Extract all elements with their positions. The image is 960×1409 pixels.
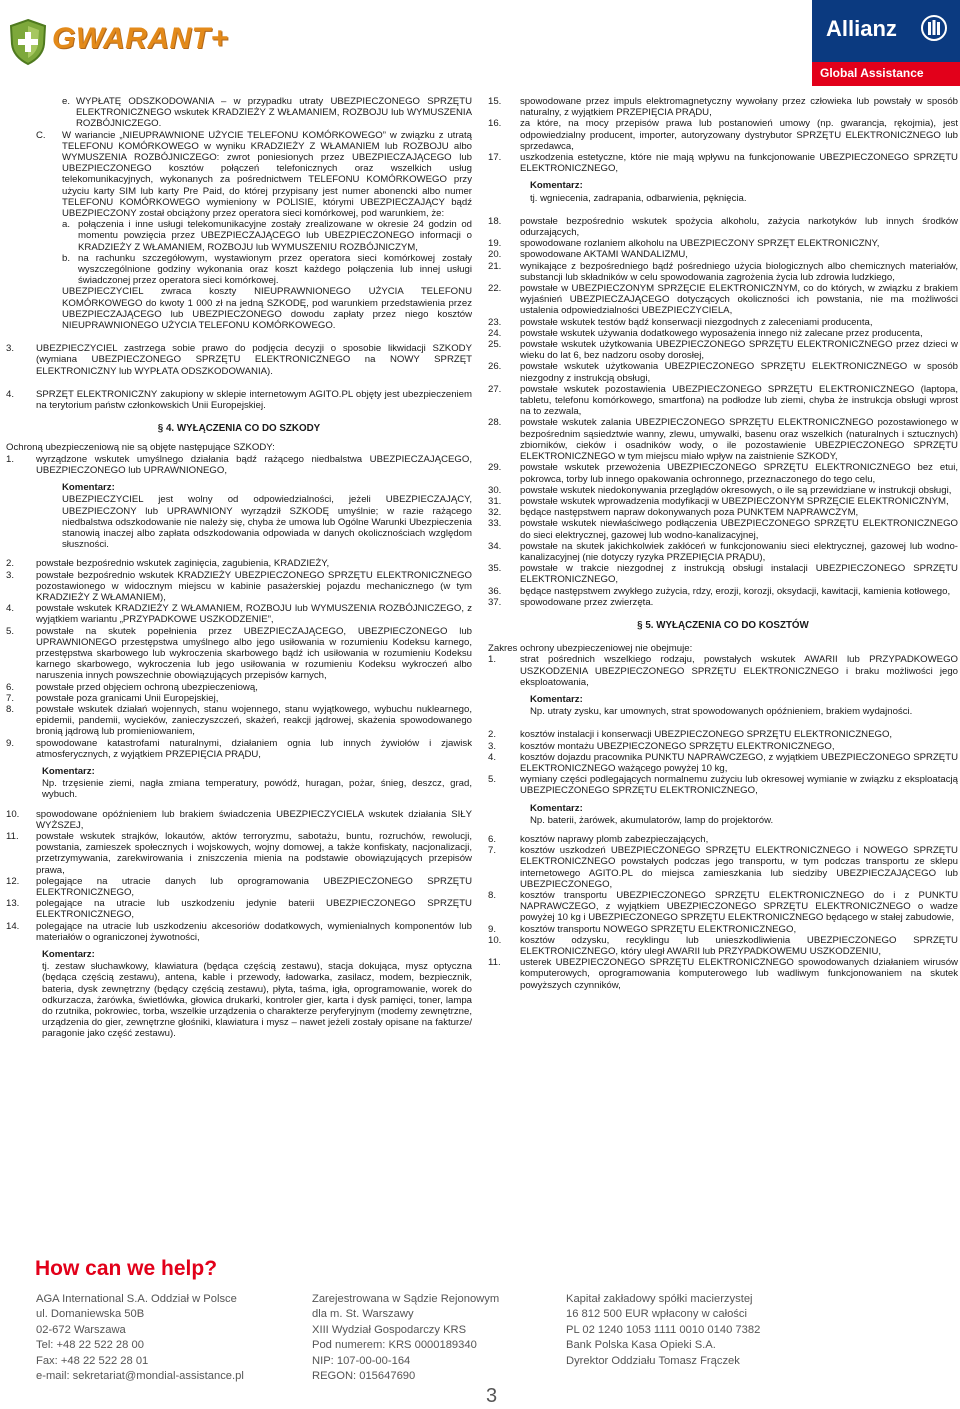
footer-line: NIP: 107-00-00-164 [312,1354,411,1367]
list-item-text: będące następstwem zwykłego zużycia, rdzy, erozji, korozji, oksydacji, kawitacji, kamienia kotłowego, [520,585,951,597]
list-item-number: 10. [488,934,502,946]
list-item-text: polegające na utracie danych lub oprogramowania UBEZPIECZONEGO SPRZĘTU ELEKTRONICZNEGO, [36,875,472,898]
list-item-text: kosztów instalacji i konserwacji UBEZPIECZONEGO SPRZĘTU ELEKTRONICZNEGO, [520,729,893,741]
list-item-number: 7. [488,845,497,857]
list-item-text: spowodowane AKTAMI WANDALIZMU, [520,249,688,261]
list-item-text: kosztów transportu NOWEGO SPRZĘTU ELEKTRONICZNEGO, [520,923,797,935]
list-item [6,389,472,411]
list-item-text: kosztów naprawy plomb zabezpieczających, [520,833,709,845]
list-item-text: powstałe przed objęciem ochroną ubezpieczeniową, [36,681,258,693]
list-item-text: powstałe wskutek używania dodatkowego wyposażenia innego niż zalecane przez producenta, [520,327,923,339]
list-item-number: 29. [488,462,502,474]
list-item-text: powstałe w UBEZPIECZONYM SPRZĘCIE ELEKTRONICZNYM, co do których, w związku z brakiem wyjaśnień UBEZPIECZAJĄCEGO dotyczących okoliczności ich powstania, nie ma możliwości ustalenia odpowiedzialności UBEZPIECZYCIELA, [520,283,958,317]
footer-line: Fax: +48 22 522 28 01 [36,1354,149,1367]
section-title: § 5. WYŁĄCZENIA CO DO KOSZTÓW [637,619,809,631]
list-item [6,343,472,377]
list-item [6,626,472,682]
footer-line: REGON: 015647690 [312,1370,416,1383]
list-item-text: kosztów uszkodzeń UBEZPIECZONEGO SPRZĘTU ELEKTRONICZNEGO i NOWEGO SPRZĘTU ELEKTRONICZNEGO powstałych podczas jego transportu, w tym podczas transportu ze sklepu internetowego AGITO.PL do miejsca zamieszkania lub siedziby UBEZPIECZAJĄCEGO lub UBEZPIECZONEGO, [520,845,958,890]
allianz-global-assistance: Global Assistance [820,66,924,80]
footer-address [36,1292,244,1384]
list-item-text: spowodowane rozlaniem alkoholu na UBEZPIECZONY SPRZĘT ELEKTRONICZNY, [520,238,880,250]
footer-capital [566,1292,760,1369]
list-item-text: kosztów montażu UBEZPIECZONEGO SPRZĘTU ELEKTRONICZNEGO, [520,740,835,752]
list-item-text: WYPŁATĘ ODSZKODOWANIA – w przypadku utraty UBEZPIECZONEGO SPRZĘTU ELEKTRONICZNEGO wskutek KRADZIEŻY Z WŁAMANIEM, ROZBOJU lub WYMUSZENIA ROZBÓJNICZEGO. [76,96,472,130]
sub-item-number: a. [62,219,71,231]
list-item [6,603,472,625]
list-item-number: 26. [488,361,502,373]
list-item-number: 3. [6,569,15,581]
list-item-number: 2. [6,558,15,570]
list-item-text: kosztów odzysku, recyklingu lub unieszkodliwienia UBEZPIECZONEGO SPRZĘTU ELEKTRONICZNEGO, który uległ AWARII lub PRZYPADKOWEMU USZKODZENIU, [520,934,958,958]
comment-text: Np. baterii, żarówek, akumulatorów, lamp do projektorów. [530,814,774,826]
footer-line: 02-672 Warszawa [36,1323,126,1336]
list-item-text: kosztów transportu UBEZPIECZONEGO SPRZĘTU ELEKTRONICZNEGO do i z PUNKTU NAPRAWCZEGO, z wyjątkiem UBEZPIECZONEGO SPRZĘTU ELEKTRONICZNEGO o wadze powyżej 10 kg i UBEZPIECZONEGO SPRZĘTU ELEKTRONICZNEGO będącego w stałej zabudowie, [520,890,958,924]
list-item-number: 17. [488,152,502,164]
list-item-number: 15. [488,96,502,107]
list-item-number: 4. [6,603,15,615]
list-item [6,693,472,704]
list-item [488,417,958,462]
list-item-number: 30. [488,484,502,496]
comment-label: Komentarz: [530,802,583,814]
sub-item-text: połączenia i inne usługi telekomunikacyjne zostały zrealizowane w okresie 24 godzin od momentu powzięcia przez UBEZPIECZAJĄCEGO lub UBEZPIECZONEGO informacji o KRADZIEŻY Z WŁAMANIEM, ROZBOJU lub WYMUSZENIU ROZBÓJNICZYM, [78,219,472,253]
list-item [488,384,958,418]
comment-block [62,482,472,550]
list-item-number: 19. [488,238,502,250]
list-item [6,570,472,604]
list-item-number: 5. [6,625,15,637]
list-item-number: 27. [488,383,502,395]
list-item-number: 8. [488,890,497,901]
list-item-number: 11. [6,830,19,842]
list-item [488,485,958,496]
sub-list-item [62,253,472,287]
list-item-number: e. [62,96,71,107]
comment-text: tj. wgniecenia, zadrapania, odbarwienia, pęknięcia. [530,192,747,204]
list-item-number: 4. [488,751,497,763]
list-item-number: 16. [488,118,502,130]
left-column [6,96,472,1040]
list-item-number: 1. [6,453,15,465]
comment-block [530,180,958,203]
list-item-text: wyrządzone wskutek umyślnego działania bądź rażącego niedbalstwa UBEZPIECZAJĄCEGO, UBEZPIECZONEGO lub UPRAWNIONEGO, [36,453,472,476]
costs-list-a [488,729,958,796]
list-item [488,496,958,507]
list-item-text: spowodowane katastrofami naturalnymi, działaniem ognia lub innych żywiołów i zjawisk atmosferycznych, z wyjątkiem PRZEPIĘCIA PRĄDU, [36,737,472,760]
comment-block [530,694,958,717]
list-item [488,249,958,260]
list-item-number: 37. [488,596,502,608]
list-item [6,898,472,920]
list-item [488,563,958,585]
gwarant-logo [6,18,229,68]
comment-text: tj. zestaw słuchawkowy, klawiatura (będąca częścią zestawu), stacja dokująca, mysz optyczna (będąca częścią zestawu), antena, kable i przewody, ładowarka, zasilacz, modem, bezpiecznik, bateria, dysk zewnętrzny (będący częścią zestawu), płyta, taśma, igła, oprogramowanie, worek do odkurzacza, żarówka, świetlówka, głowica drukarki, kontroler gier, karta i dysk pamięci, toner, lampa do rzutnika, pokrowiec, torba, wszelkie urządzenia o charakterze peryferyjnym (modemy zewnętrzne, urządzenia do gier, zewnętrzne głośniki, klawiatura i mysz – nawet jeżeli zostały opisane na fakturze/ paragonie jako część zestawu). [42,961,472,1040]
list-item-text: powstałe wskutek zalania UBEZPIECZONEGO SPRZĘTU ELEKTRONICZNEGO pozostawionego w bezpośrednim sąsiedztwie wanny, zlewu, umywalki, basenu oraz wszelkich (naturalnych i sztucznych) zbiorników, cieków i osadników wody, o ile pozostawienie UBEZPIECZONEGO SPRZĘTU ELEKTRONICZNEGO w tym miejscu miało wpływ na zaistnienie SZKODY, [520,417,958,463]
list-item-number: 6. [6,681,15,693]
list-item [488,317,958,328]
header [0,0,960,86]
comment-text: Np. utraty zysku, kar umownych, strat spowodowanych opóźnieniem, brakiem wydajności. [530,706,913,718]
list-item [488,118,958,152]
list-item-text: spowodowane przez impuls elektromagnetyczny wywołany przez człowieka lub powstały w sposób naturalny, z wyjątkiem PRZEPIĘCIA PRĄDU, [520,96,958,119]
list-item-text: strat pośrednich wszelkiego rodzaju, powstałych wskutek AWARII lub PRZYPADKOWEGO USZKODZENIA UBEZPIECZONEGO SPRZĘTU ELEKTRONICZNEGO i braku możliwości jego eksploatowania, [520,654,958,688]
list-item [6,704,472,738]
list-item-number: C. [36,129,46,141]
paragraph: UBEZPIECZYCIEL zwraca koszty NIEUPRAWNIONEGO UŻYCIA TELEFONU KOMÓRKOWEGO do kwoty 1 000 zł na jedną SZKODĘ, pod warunkiem przedstawienia przez UBEZPIECZAJĄCEGO lub UBEZPIECZONEGO dowodu zapłaty przez niego kosztów NIEUPRAWNIONEGO UŻYCIA TELEFONU KOMÓRKOWEGO. [62,286,472,332]
list-item-number: 34. [488,540,502,552]
exclusions-list-d [488,216,958,608]
list-item [488,96,958,118]
list-item [36,130,472,220]
list-item [488,935,958,957]
list-item [6,558,472,569]
list-item-number: 31. [488,495,502,507]
list-item-text: powstałe wskutek użytkowania UBEZPIECZONEGO SPRZĘTU ELEKTRONICZNEGO w sposób niezgodny z instrukcją obsługi, [520,361,958,384]
allianz-logo [812,0,960,86]
list-item-number: 7. [6,692,15,704]
list-item-text: powstałe wskutek działań wojennych, stanu wojennego, stanu wyjątkowego, wybuchu nuklearnego, epidemii, pandemii, wycieków, zanieczyszczeń, skażeń, reakcji jądrowej, skażenia spowodowanego bronią jądrową lub promieniowaniem, [36,703,472,738]
footer-line: Dyrektor Oddziału Tomasz Frączek [566,1354,740,1367]
list-item-number: 23. [488,316,502,328]
list-item-text: powstałe na skutek jakichkolwiek zakłóceń w funkcjonowaniu sieci elektrycznej, gazowej lub wodno-kanalizacyjnej (nie dotyczy ryzyka PRZEPIĘCIA PRĄDU), [520,540,958,563]
right-column [488,96,958,991]
list-item [488,729,958,740]
list-item-text: powstałe wskutek użytkowania UBEZPIECZONEGO SPRZĘTU ELEKTRONICZNEGO przez dzieci w wieku do lat 6, bez nadzoru osoby dorosłej, [520,339,958,362]
list-item [6,738,472,760]
list-item [6,682,472,693]
list-item-number: 25. [488,339,502,351]
list-item [488,586,958,597]
footer-line: XIII Wydział Gospodarczy KRS [312,1323,467,1336]
list-item [488,261,958,283]
list-item-number: 10. [6,808,20,820]
list-item-text: powstałe wskutek przewożenia UBEZPIECZONEGO SPRZĘTU ELEKTRONICZNEGO bez etui, pokrowca, torby lub innego opakowania ochronnego, przeznaczonego do tego celu, [520,462,958,485]
list-item-number: 8. [6,703,15,715]
footer-line: Pod numerem: KRS 0000189340 [312,1339,477,1352]
list-item [6,809,472,831]
list-item [488,834,958,845]
list-item [62,96,472,130]
list-item-number: 28. [488,417,502,429]
list-item-text: powstałe wskutek strajków, lokautów, aktów terroryzmu, sabotażu, buntu, rozruchów, rewolucji, powstania, zamieszek społecznych i wojskowych, wojny domowej, a także konfiskaty, nacjonalizacji, przetrzymywania, zarekwirowania i zniszczenia mienia na podstawie obowiązujących przepisów prawa, [36,830,472,876]
footer-line: e-mail: sekretariat@mondial-assistance.pl [36,1370,244,1383]
list-item-text: powstałe wskutek pozostawienia UBEZPIECZONEGO SPRZĘTU ELEKTRONICZNEGO (laptopa, tabletu, telefonu komórkowego, smartfona) na podłodze lub ziemi, chyba że instrukcja obsługi wprost na to zezwala, [520,383,958,418]
list-item [488,774,958,796]
help-heading: How can we help? [35,1257,218,1280]
list-item-number: 21. [488,260,502,272]
list-item [488,957,958,991]
list-item-text: powstałe wskutek niewłaściwego podłączenia UBEZPIECZONEGO SPRZĘTU ELEKTRONICZNEGO do sieci elektrycznej, gazowej lub wodno-kanalizacyjnej, [520,518,958,541]
list-item-number: 33. [488,518,502,530]
list-item-text: powstałe bezpośrednio wskutek KRADZIEŻY UBEZPIECZONEGO SPRZĘTU ELEKTRONICZNEGO pozostawionego w widocznym miejscu w kabinie pasażerskiej pojazdu mechanicznego (w tym KRADZIEŻY Z WŁAMANIEM), [36,569,472,603]
list-item-number: 14. [6,920,20,932]
footer-line: Zarejestrowana w Sądzie Rejonowym [312,1293,500,1305]
list-item-text: za które, na mocy przepisów prawa lub postanowień umowy (np. gwarancja, rękojmia), jest odpowiedzialny producent, importer, autoryzowany dystrybutor SPRZĘTU ELEKTRONICZNEGO lub sprzedawca, [520,118,958,152]
list-item [6,876,472,898]
list-item-number: 2. [488,729,497,741]
comment-block [42,766,472,801]
list-item-text: powstałe poza granicami Unii Europejskiej, [36,692,219,704]
comment-label: Komentarz: [42,765,95,777]
list-item-number: 13. [6,898,20,910]
list-item-number: 18. [488,215,502,227]
list-item-text: powstałe bezpośrednio wskutek spożycia alkoholu, zażycia narkotyków lub innych środków odurzających, [520,215,958,239]
footer-line: Tel: +48 22 522 28 00 [36,1339,144,1352]
footer-line: Bank Polska Kasa Opieki S.A. [566,1339,716,1352]
list-item [488,339,958,361]
list-item [488,541,958,563]
footer-line: dla m. St. Warszawy [312,1308,414,1321]
list-item-text: spowodowane przez zwierzęta. [520,596,654,608]
footer-registration [312,1292,499,1384]
list-item-text: wymiany części podlegających normalnemu zużyciu lub okresowej wymianie w związku z eksploatacją UBEZPIECZONEGO SPRZĘTU ELEKTRONICZNEGO, [520,774,958,797]
list-item [6,831,472,876]
comment-block [530,803,958,826]
list-item [488,283,958,317]
list-item [488,597,958,608]
list-item-text: powstałe w trakcie niezgodnej z instrukcją obsługi instalacji UBEZPIECZONEGO SPRZĘTU ELEKTRONICZNEGO, [520,563,958,586]
list-item-number: 1. [488,654,497,666]
list-item [488,845,958,890]
list-item-text: usterek UBEZPIECZONEGO SPRZĘTU ELEKTRONICZNEGO spowodowanych działaniem wirusów komputerowych, oprogramowania komputerowego lub wadliwym funkcjonowaniem na skutek powyższych czynników, [520,957,958,991]
list-item-number: 9. [488,923,497,935]
list-item-text: SPRZĘT ELEKTRONICZNY zakupiony w sklepie internetowym AGITO.PL objęty jest ubezpieczeniem na terytorium państw członkowskich Unii Europejskiej. [36,388,472,412]
page-number: 3 [486,1385,498,1407]
list-item [488,328,958,339]
comment-label: Komentarz: [530,180,583,192]
comment-text: UBEZPIECZYCIEL jest wolny od odpowiedzialności, jeżeli UBEZPIECZAJĄCY, UBEZPIECZONY lub UPRAWNIONY wyrządził SZKODĘ umyślnie; w razie rażącego niedbalstwa odszkodowanie nie należy się, chyba że umowa lub Ogólne Warunki Ubezpieczenia stanowią inaczej albo zapłata odszkodowania odpowiada w danych okolicznościach względom słuszności. [62,494,472,551]
section-intro: Ochroną ubezpieczeniową nie są objęte następujące SZKODY: [6,442,275,454]
exclusions-list-b [6,809,472,943]
list-item-number: 9. [6,737,15,749]
list-item [488,361,958,383]
list-item-number: 32. [488,507,502,519]
list-item-number: 5. [488,774,497,786]
list-item-number: 12. [6,875,20,887]
list-item [488,238,958,249]
list-item-number: 35. [488,563,502,575]
list-item [488,741,958,752]
list-item-number: 22. [488,283,502,295]
list-item-text: powstałe wskutek niedokonywania przeglądów okresowych, o ile są przewidziane w instrukcji obsługi, [520,484,952,496]
list-item-text: uszkodzenia estetyczne, które nie mają wpływu na funkcjonowanie UBEZPIECZONEGO SPRZĘTU ELEKTRONICZNEGO, [520,152,958,175]
list-item-number: 4. [6,388,15,400]
list-item [488,152,958,174]
allianz-eagle-icon [920,14,948,42]
comment-label: Komentarz: [62,482,115,494]
shield-icon [8,18,48,66]
list-item-number: 20. [488,249,502,261]
list-item [6,921,472,943]
costs-list-b [488,834,958,991]
list-item-text: powstałe na skutek popełnienia przez UBEZPIECZAJĄCEGO, UBEZPIECZONEGO lub UPRAWNIONEGO przestępstwa umyślnego albo jego usiłowania w rozumieniu Kodeksu karnego, przestępstwa skarbowego lub wykroczenia skarbowego bądź ich usiłowania w rozumieniu Kodeksu karnego skarbowego, wykroczenia lub jego usiłowania w rozumieniu Kodeksu wykroczeń albo naruszenia innych powszechnie obowiązujących przepisów karnych, [36,625,472,682]
gwarant-wordmark: GWARANT+ [52,22,229,55]
list-item-number: 3. [488,740,497,752]
list-item [488,462,958,484]
list-item-number: 24. [488,327,502,339]
list-item [488,890,958,924]
sub-item-text: na rachunku szczegółowym, wystawionym przez operatora sieci komórkowej zostały wyszczególnione godziny wykonania oraz koszt każdego połączenia lub innej usługi świadczonej przez operatora sieci komórkowej. [78,252,472,287]
list-item [488,752,958,774]
comment-label: Komentarz: [530,693,583,705]
list-item [488,216,958,238]
footer-line: AGA International S.A. Oddział w Polsce [36,1293,237,1305]
list-item-text: UBEZPIECZYCIEL zastrzega sobie prawo do podjęcia decyzji o sposobie likwidacji SZKODY (wymiana UBEZPIECZONEGO SPRZĘTU ELEKTRONICZNEGO na NOWY SPRZĘT ELEKTRONICZNY lub WYPŁATA ODSZKODOWANIA). [36,343,472,377]
list-item-text: będące następstwem napraw dokonywanych poza PUNKTEM NAPRAWCZYM, [520,507,859,519]
allianz-wordmark: Allianz [826,16,897,41]
footer-line: 16 812 500 EUR wpłacony w całości [566,1308,747,1321]
comment-label: Komentarz: [42,949,95,961]
list-item-text: powstałe wskutek KRADZIEŻY Z WŁAMANIEM, ROZBOJU lub WYMUSZENIA ROZBÓJNICZEGO, z wyjątkiem wariantu „PRZYPADKOWE USZKODZENIE”, [36,603,472,626]
list-item-number: 6. [488,833,497,845]
list-item-number: 36. [488,585,502,597]
list-item-text: wynikające z bezpośredniego bądź pośredniego użycia biologicznych albo chemicznych materiałów, substancji lub składników w celu spowodowania zagrożenia życia lub zdrowia ludzkiego, [520,260,958,283]
comment-block [42,949,472,1040]
list-item-text: W wariancie „NIEUPRAWNIONE UŻYCIE TELEFONU KOMÓRKOWEGO” w związku z utratą TELEFONU KOMÓRKOWEGO w wyniku KRADZIEŻY Z WŁAMANIEM lub ROZBOJU albo WYMUSZENIA ROZBÓJNICZEGO: zwrot poniesionych przez UBEZPIECZAJĄCEGO lub UBEZPIECZONEGO kosztów połączeń telefonicznych oraz wszelkich usług telekomunikacyjnych, wykonanych za pośrednictwem TELEFONU KOMÓRKOWEGO przy użyciu karty SIM lub karty Pre Paid, do której przypisany jest numer abonencki albo numer TELEFONU KOMÓRKOWEGO wymieniony w POLISIE, którymi UBEZPIECZAJĄCY bądź UBEZPIECZONY został obciążony przez operatora sieci komórkowej, pod warunkiem, że: [62,129,472,220]
list-item-text: polegające na utracie lub uszkodzeniu jedynie baterii UBEZPIECZONEGO SPRZĘTU ELEKTRONICZNEGO, [36,898,472,921]
list-item [488,654,958,688]
comment-text: Np. trzęsienie ziemi, nagła zmiana temperatury, powódź, huragan, pożar, śnieg, deszcz, grad, wybuch. [42,778,472,801]
list-item [6,454,472,476]
footer-line: Kapitał zakładowy spółki macierzystej [566,1293,753,1305]
section-intro: Zakres ochrony ubezpieczeniowej nie obejmuje: [488,643,693,655]
sub-item-number: b. [62,252,71,264]
exclusions-list-c [488,96,958,174]
list-item-text: powstałe bezpośrednio wskutek zaginięcia, zagubienia, KRADZIEŻY, [36,558,330,570]
list-item-number: 3. [6,343,15,355]
exclusions-list-a [6,558,472,760]
footer-line: PL 02 1240 1053 1111 0010 0140 7382 [566,1323,761,1336]
list-item-number: 11. [488,957,501,969]
footer-line: ul. Domaniewska 50B [36,1308,145,1321]
list-item [488,518,958,540]
list-item-text: powstałe wskutek wprowadzenia modyfikacji w UBEZPIECZONYM SPRZĘCIE ELEKTRONICZNYM, [520,495,949,507]
section-title: § 4. WYŁĄCZENIA CO DO SZKODY [157,423,321,435]
list-item-text: polegające na utracie lub uszkodzeniu akcesoriów dodatkowych, wymienialnych komponentów lub materiałów o ograniczonej żywotności, [36,920,472,943]
list-item-text: powstałe wskutek testów bądź konserwacji niezgodnych z zaleceniami producenta, [520,316,873,328]
list-item [488,924,958,935]
list-item-text: kosztów dojazdu pracownika PUNKTU NAPRAWCZEGO, z wyjątkiem UBEZPIECZONEGO SPRZĘTU ELEKTRONICZNEGO ważącego powyżej 10 kg, [520,751,958,774]
list-item-text: spowodowane opóźnieniem lub brakiem świadczenia UBEZPIECZYCIELA wskutek działania SIŁY WYŻSZEJ, [36,808,472,831]
list-item [488,507,958,518]
sub-list [62,219,472,331]
sub-list-item [62,219,472,253]
